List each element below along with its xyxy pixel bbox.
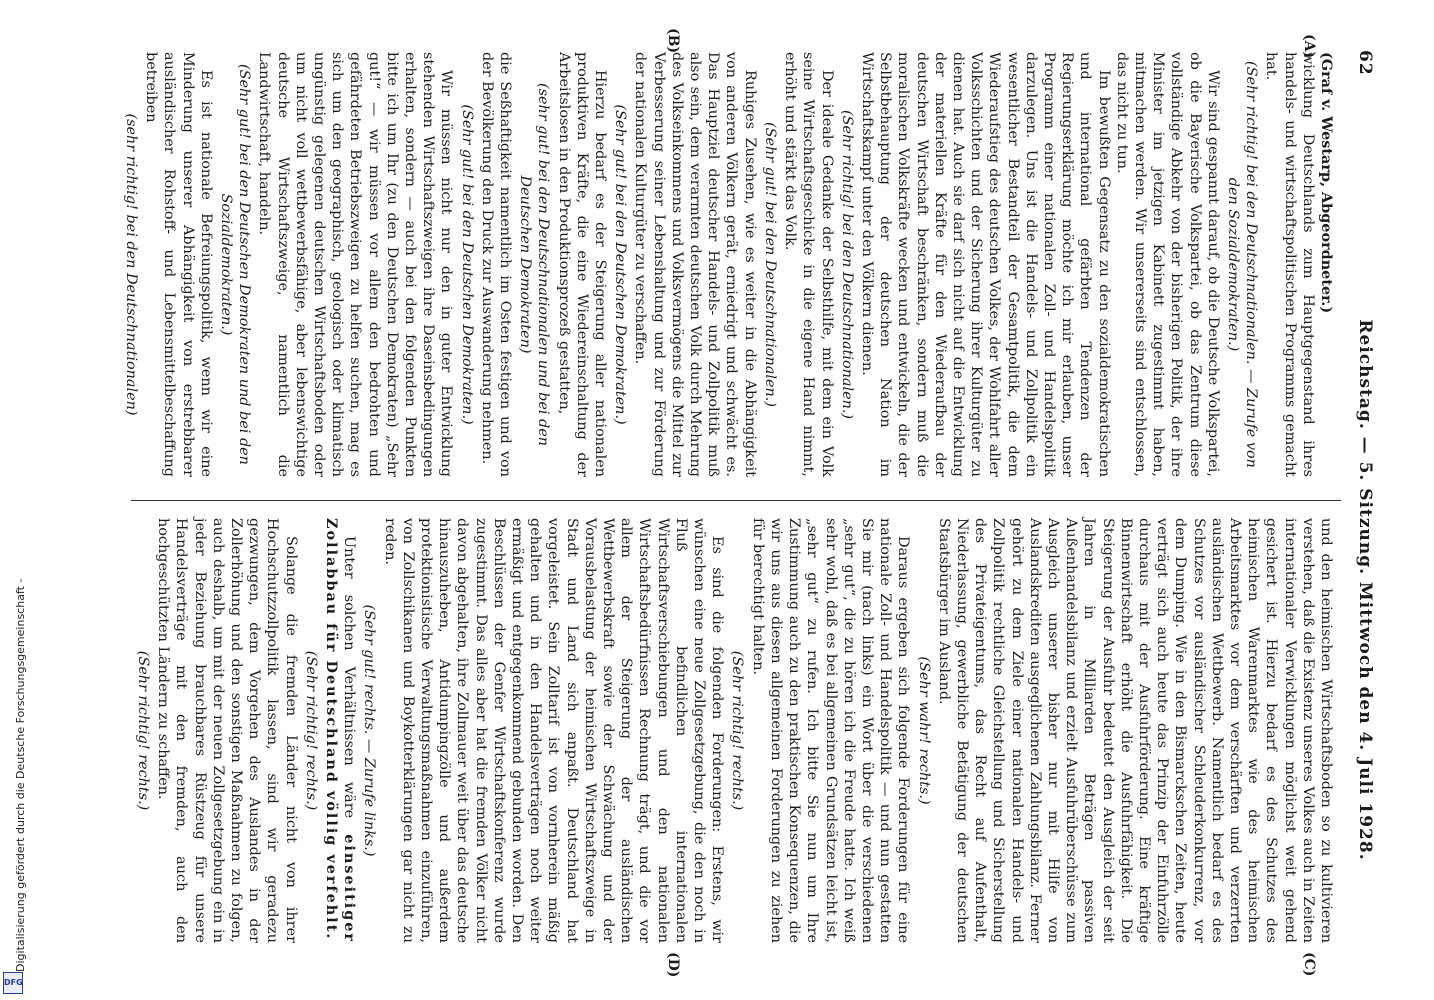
paragraph: Ruhiges Zusehen, wie es weiter in die Abhängigkeit von anderen Völkern gerät, erniedrigt und schwächt es. Das Hauptziel deutscher Handels- und Zollpolitik muß also sein, dem verarmten deutschen Volk durch Mehrung des Volkseinkommens und Volksvermögens die Mittel zur Verbesserung seiner Lebenshaltung und zur Förderung der nationalen Kulturgüter zu verschaffen. [632,52,758,477]
interjection: (Sehr gut! rechts. — Zurufe links.) [361,604,378,857]
margin-mark-b: (B) [665,28,681,54]
paragraph: Es ist nationale Befreiungspolitik, wenn wir eine Minderung unserer Abhängigkeit von erstrebbarer ausländischer Rohstoff- und Lebensmittelbeschaffung betreiben [143,52,214,477]
interjection: (Sehr richtig! bei den Deutschnationalen. — Zurufe von den Sozialdemokraten.) [1224,61,1260,468]
paragraph: wicklung Deutschlands zum Hauptgegenstand ihres handels- und wirtschaftspolitischen Programms gemacht hat. [1263,52,1316,477]
paragraph: Daraus ergeben sich folgende Forderungen für eine nationale Zoll- und Handelspolitik — und nun gestatten Sie mir (nach links) ein Wort über die verschiedenen „sehr gut“, die zu hören ich die Freude hatte. Ich weiß sehr wohl, daß es bei allgemeinen Grundsätzen leicht ist, „sehr gut“ zu rufen. Ich bitte Sie nun um Ihre Zustimmung auch zu den praktischen Konsequenzen, die wir uns aus diesen allgemeinen Forderungen zu ziehen für berechtigt halten. [749,518,912,943]
interjection: (Sehr richtig! rechts.) [135,650,151,811]
interjection: (sehr gut! bei den Deutschnationalen und bei den Deutschen Demokraten) [517,82,552,447]
paragraph: die Seßhaftigkeit namentlich im Osten festigen und von der Bevölkerung den Druck zur Auswanderung nehmen. [478,52,514,477]
dfg-logo: DFG [3,972,23,994]
right-column [130,518,1335,943]
paragraph: Hierzu bedarf es der Steigerung aller nationalen produktiven Kräfte, die eine Wiedereinschaltung der Arbeitslosen in den Produktionsprozeß gestatten, [555,52,609,477]
paragraph: und den heimischen Wirtschaftsboden so zu kultivieren verstehen, daß die Existenz unseres Volkes auch in Zeiten internationaler Verwicklungen möglichst weit gehend gesichert ist. Hierzu bedarf es des Schutzes des heimischen Warenmarktes wie des heimischen Arbeitsmarktes vor dem verschärften und verzerrten ausländischen Wettbewerb. Namentlich bedarf es des Schutzes vor ausländischer Schleuderkonkurrenz, vor dem Dumping. Wie in den Bismarckschen Zeiten, heute verträgt sich auch heute das Prinzip der Einfuhrzölle durchaus mit der Ausfuhrförderung. Eine kräftige Binnenwirtschaft erhöht die Ausfuhrfähigkeit. Die Steigerung der Ausfuhr bedeutet den Ausgleich der seit Jahren in Milliarden Beträgen passiven Außenhandelsbilanz und erzielt Ausfuhrüberschüsse zum Ausgleich unserer bisher nur mit Hilfe von Auslandskrediten ausgeglichenen Zahlungsbilanz. Ferner gehört zu dem Ziele einer nationalen Handels- und Zollpolitik rechtliche Gleichstellung und Sicherstellung des Privateigentums, das Recht auf Aufenthalt, Niederlassung, gewerbliche Betätigung der deutschen Staatsbürger im Ausland. [935,518,1334,943]
interjection: (Sehr richtig! bei den Deutschnationalen.) [838,109,855,420]
paragraph: Solange die fremden Länder nicht von ihrer Hochschutzzollpolitik lassen, sind wir geradezu gezwungen, dem Vorgehen des Auslandes in der Zollerhöhung und den sonstigen Maßnahmen zu folgen, auch deshalb, um mit der neuen Zollgesetzgebung ein in jeder Beziehung brauchbares Rüstzeug für unsere Handelsverträge mit den fremden, auch den hochgeschützten Ländern zu schaffen. [155,518,299,943]
running-header [1349,50,1375,950]
interjection: (sehr richtig! bei den Deutschnationalen) [123,113,139,416]
interjection: (Sehr gut! bei den Deutschen Demokraten und bei den Sozialdemokraten.) [218,64,253,465]
margin-mark-c: (C) [1301,952,1317,977]
interjection: (Sehr gut! bei den Deutschnationalen.) [761,122,778,407]
margin-mark-d: (D) [665,952,681,978]
paragraph-lead: Unter solchen Verhältnissen wäre [341,536,358,835]
left-column [123,52,1335,477]
running-title: Reichstag. — 5. Sitzung. Mittwoch den 4. Juli 1928. [1355,319,1375,861]
paragraph: Wir sind gespannt darauf, ob die Deutsche Volkspartei, ob die Bayerische Volkspartei, ob das Zentrum diese vollständige Abkehr von der bisherigen Politik, der ihre Minister im jetzigen Kabinett zugestimmt haben, mitmachen werden. Wir unsererseits sind entschlossen, das nicht zu tun. [1113,52,1221,477]
paragraph: Im bewußten Gegensatz zu den sozialdemokratischen und international gefärbten Tendenzen der Regierungserklärung möchte ich mir erlauben, unser Programm einer nationalen Zoll- und Handelspolitik darzulegen. Uns ist die Handels- und Zollpolitik ein wesentlicher Bestandteil der Gesamtpolitik, die dem Wiederaufstieg des deutschen Volkes, der Wohlfahrt aller Volksschichten und der Sicherung ihrer Kulturgüter zu dienen hat. Auch sie darf sich nicht auf die Entwicklung der materiellen Kräfte für den Wiederaufbau der deutschen Wirtschaft beschränken, sondern muß die moralischen Volkskräfte wecken und entwickeln, die der Selbstbehauptung der deutschen Nation im Wirtschaftskampf unter den Völkern dienen. [858,52,1112,477]
interjection: (Sehr richtig! rechts.) [302,650,319,811]
funding-footer [0,0,26,1000]
speaker-line: (Graf v. Westarp, Abgeordneter.) [1318,52,1335,314]
paragraph: Es sind die folgenden Forderungen: Erstens, wir wünschen eine neue Zollgesetzgebung, die den noch in Fluß befindlichen internationalen Wirtschaftsverschiebungen und den nationalen Wirtschaftsbedürfnissen Rechnung trägt, und die vor allem der Steigerung der ausländischen Wettbewerbskraft sowie der Schwächung und der Vorausbelastung der heimischen Wirtschaftszweige in Stadt und Land sich anpaßt. Deutschland hat vorgeleistet. Sein Zolltarif ist von vornherein mäßig gehalten und in den Handelsverträgen noch weiter ermäßigt und entgegenkommend gebunden worden. Den Beschlüssen der Genfer Wirtschaftskonferenz wurde zugestimmt. Das alles aber hat die fremden Völker nicht davon abgehalten, ihre Zollmauer weit über das deutsche hinauszuheben, Antidumpingzölle und außerdem protektionistische Verwaltungsmaßnahmen einzuführen, von Zollschikanen und Boykotterklärungen gar nicht zu reden. [381,518,726,943]
column-divider [131,500,1341,501]
interjection: (Sehr richtig! rechts.) [729,650,746,811]
page-number: 62 [1355,50,1375,76]
paragraph [322,518,358,943]
margin-mark-a: (A) [1301,34,1317,59]
interjection: (Sehr wahr! rechts.) [915,656,932,805]
paragraph: Der ideale Gedanke der Selbsthilfe, mit dem ein Volk seine Wirtschaftsgeschicke in die eigene Hand nimmt, erhöht und stärkt das Volk. [782,52,835,477]
emphasis-text: einseitiger Zollabbau für Deutschland völlig verfehlt. [323,518,359,943]
interjection: (Sehr gut! bei den Deutschen Demokraten.) [612,104,629,425]
paragraph: Wir müssen nicht nur den in guter Entwicklung stehenden Wirtschaftszweigen ihre Daseinsbedingungen erhalten, sondern — auch bei den folgenden Punkten bitte ich um Ihr (zu den Deutschen Demokraten) „Sehr gut!“ — wir müssen vor allem den bedrohten und gefährdeten Betriebszweigen zu helfen suchen, mag es sich um den geographisch, geologisch oder klimatisch ungünstig gelegenen deutschen Wirtschaftsboden oder um nicht voll wettbewerbsfähige, aber lebenswichtige deutsche Wirtschaftszweige, namentlich die Landwirtschaft, handeln. [256,52,455,477]
funding-note: Digitalisierung gefördert durch die Deutsche Forschungsgemeinschaft - [14,578,27,972]
rotated-document-sheet [123,28,1375,978]
interjection: (Sehr gut! bei den Deutschen Demokraten.) [458,104,475,425]
